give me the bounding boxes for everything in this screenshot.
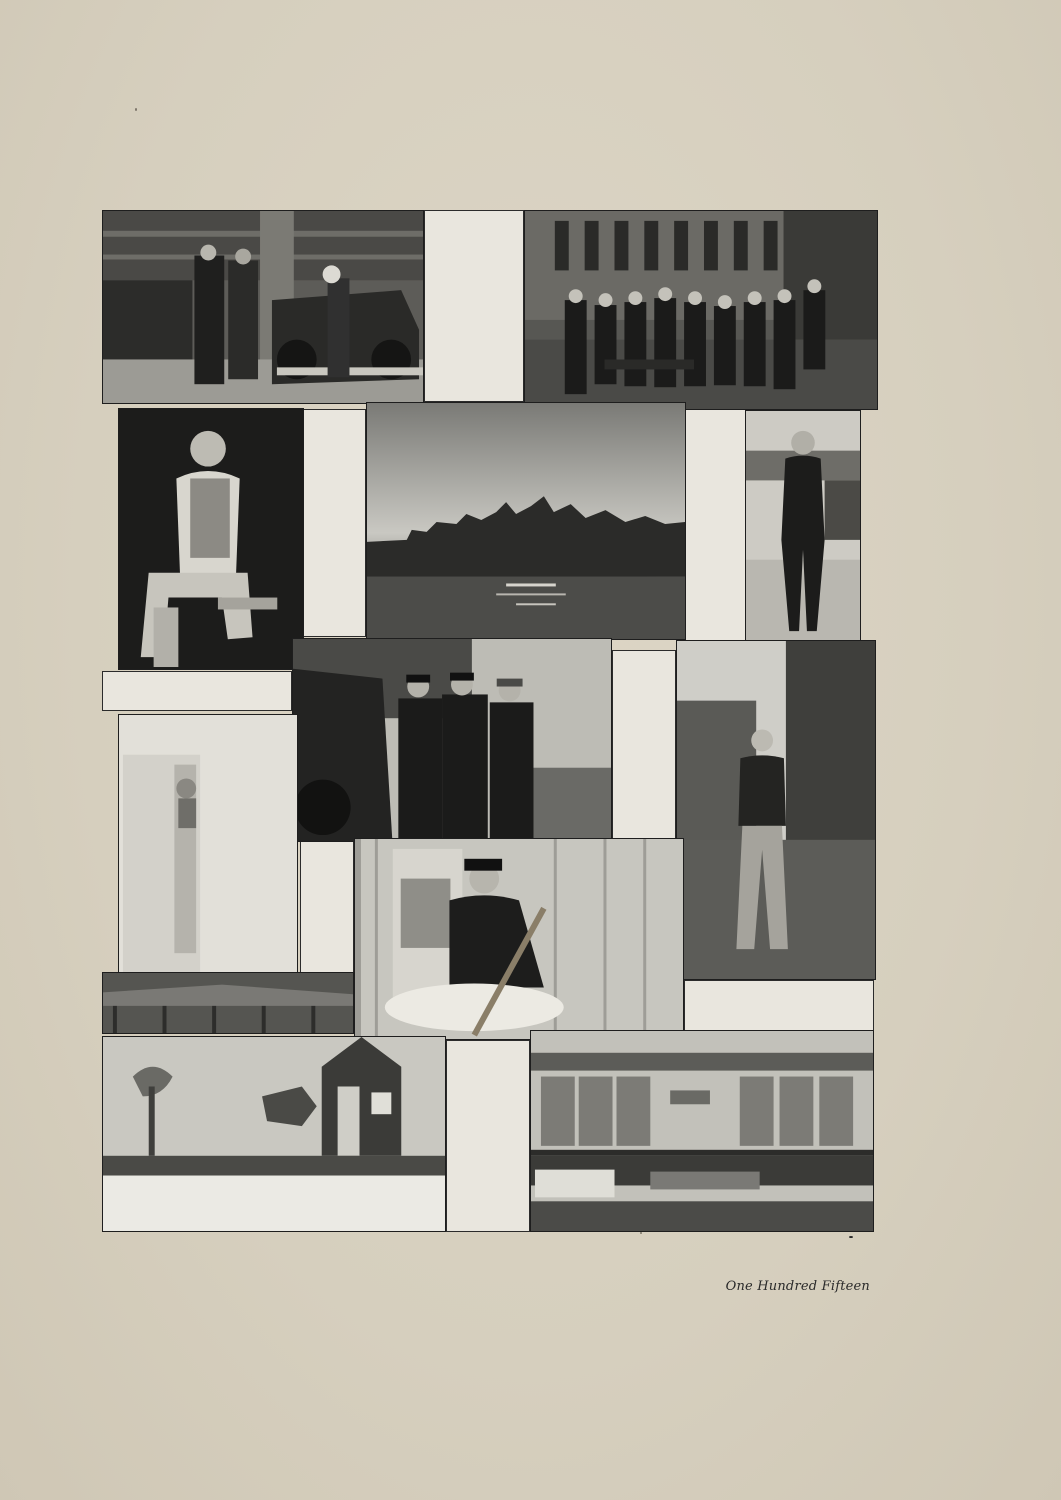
photo-painted-stage-backdrop [102, 1036, 446, 1232]
photo-group-at-building [524, 210, 878, 410]
photo-collage [102, 210, 878, 1232]
filler-panel [612, 650, 676, 840]
photo-elevated-train-station [530, 1030, 874, 1232]
filler-panel [684, 980, 874, 1032]
filler-panel [424, 210, 524, 402]
filler-panel [102, 671, 292, 711]
filler-panel [300, 840, 354, 974]
photo-seated-man [118, 408, 304, 670]
photo-man-in-sweater [676, 640, 876, 980]
photo-man-with-oar-in-bathtub [354, 838, 684, 1040]
filler-panel [685, 409, 747, 641]
filler-panel [446, 1040, 530, 1232]
photo-three-men-by-car [292, 638, 612, 842]
paper-speck [849, 1236, 853, 1238]
paper-speck [135, 108, 137, 111]
photo-rooftop-strip [102, 972, 354, 1034]
photo-men-beside-car [102, 210, 424, 404]
photo-figure-in-doorway [118, 714, 298, 976]
page-number: One Hundred Fifteen [725, 1279, 870, 1294]
paper-speck [640, 1232, 642, 1234]
photo-standing-man-in-suit [745, 410, 861, 642]
photo-city-skyline [366, 402, 686, 640]
filler-panel [302, 409, 366, 637]
